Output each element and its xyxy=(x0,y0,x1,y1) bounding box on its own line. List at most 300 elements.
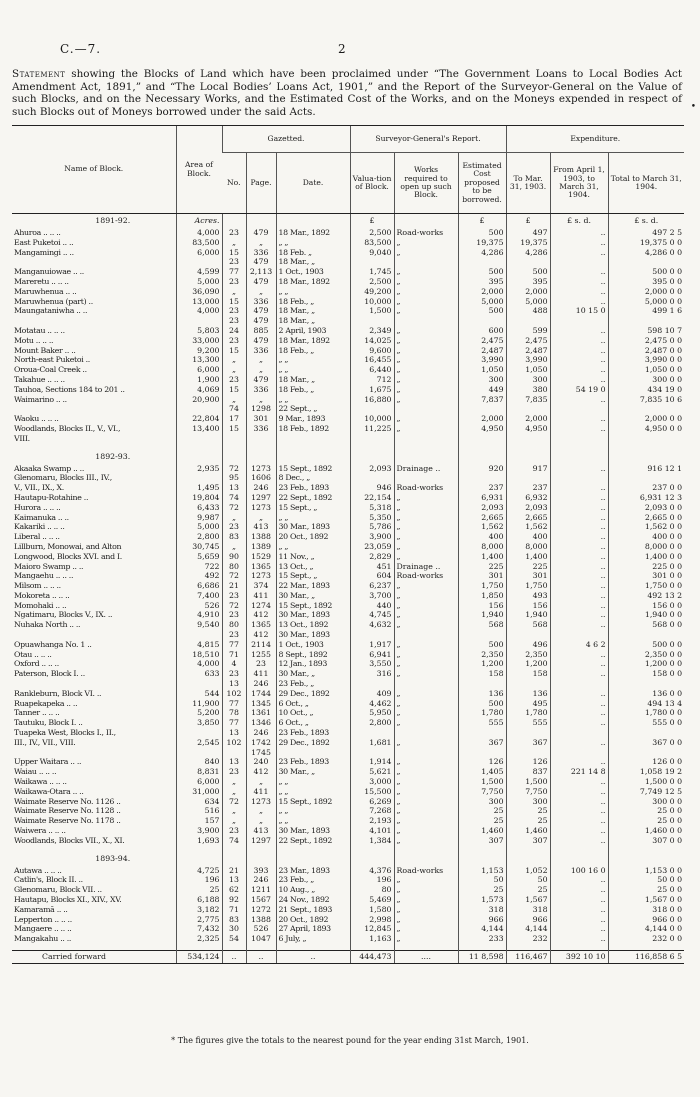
cell-val: 49,200 xyxy=(350,287,394,297)
cell-page: 393 xyxy=(246,866,276,876)
cell-name: Waikawa-Otara .. .. xyxy=(14,786,84,796)
table-row xyxy=(12,306,684,316)
table-row xyxy=(12,934,684,944)
cell-tot: 3,990 0 0 xyxy=(608,355,684,365)
cell-apr: .. xyxy=(550,326,608,336)
cell-no xyxy=(222,434,246,444)
cell-area xyxy=(176,257,222,267)
cell-works: „ xyxy=(394,915,458,925)
cell-date: 27 April, 1893 xyxy=(276,924,350,934)
cell-area: 6,188 xyxy=(176,895,222,905)
total-area: 534,124 xyxy=(176,950,222,963)
cell-mar: 8,000 xyxy=(506,542,550,552)
cell-date xyxy=(276,748,350,758)
cell-page: 2114 xyxy=(246,640,276,650)
cell-val: 3,700 xyxy=(350,591,394,601)
cell-mar: 2,487 xyxy=(506,346,550,356)
cell-apr: .. xyxy=(550,228,608,238)
cell-cost: 1,400 xyxy=(458,552,506,562)
cell-date: 12 Jan., 1893 xyxy=(276,659,350,669)
cell-no: 72 xyxy=(222,464,246,474)
cell-cost: 237 xyxy=(458,483,506,493)
cell-mar: 380 xyxy=(506,385,550,395)
cell-date: 30 Mar., 1893 xyxy=(276,522,350,532)
table-row xyxy=(12,669,684,679)
cell-area: 2,325 xyxy=(176,934,222,944)
cell-cost: 4,286 xyxy=(458,248,506,258)
cell-apr: .. xyxy=(550,787,608,797)
table-row xyxy=(12,434,684,444)
cell-name: Akaaka Swamp .. .. xyxy=(14,463,85,473)
cell-date: 13 Oct., „ xyxy=(276,562,350,572)
cell-name: Hurora .. .. .. xyxy=(14,502,61,512)
cell-date: 10 Oct., „ xyxy=(276,708,350,718)
table-row xyxy=(12,640,684,650)
cell-mar: 568 xyxy=(506,620,550,630)
cell-apr: .. xyxy=(550,610,608,620)
cell-area: 83,500 xyxy=(176,238,222,248)
cell-works: „ xyxy=(394,395,458,405)
table-row xyxy=(12,552,684,562)
cell-tot: 2,093 0 0 xyxy=(608,503,684,513)
cell-cost: 1,460 xyxy=(458,826,506,836)
cell-area: 4,815 xyxy=(176,640,222,650)
cell-area: 4,725 xyxy=(176,866,222,876)
cell-tot: 500 0 0 xyxy=(608,640,684,650)
cell-name: Hautapu, Blocks XI., XIV., XV. xyxy=(14,895,122,904)
cell-name: Waiau .. .. .. xyxy=(14,767,57,777)
cell-page: 526 xyxy=(246,924,276,934)
cell-name: Mangaehu .. .. .. xyxy=(14,571,74,581)
header-gazetted: Gazetted. xyxy=(222,126,350,153)
cell-mar: 19,375 xyxy=(506,238,550,248)
cell-tot: 8,000 0 0 xyxy=(608,542,684,552)
cell-no: 15 xyxy=(222,248,246,258)
cell-area: 1,495 xyxy=(176,483,222,493)
cell-name: Mangakahu .. .. xyxy=(14,934,72,944)
cell-cost: 920 xyxy=(458,464,506,474)
cell-apr: .. xyxy=(550,581,608,591)
cell-date: 9 Mar., 1893 xyxy=(276,414,350,424)
cell-cost: 1,405 xyxy=(458,767,506,777)
table-row xyxy=(12,581,684,591)
cell-works: „ xyxy=(394,659,458,669)
cell-no: 77 xyxy=(222,267,246,277)
cell-date: „ „ xyxy=(276,513,350,523)
cell-cost: 500 xyxy=(458,699,506,709)
cell-tot xyxy=(608,434,684,444)
cell-area: 526 xyxy=(176,601,222,611)
cell-page: 479 xyxy=(246,228,276,238)
cell-cost: 1,500 xyxy=(458,777,506,787)
cell-works: „ xyxy=(394,669,458,679)
cell-no: 72 xyxy=(222,571,246,581)
cell-no: „ xyxy=(222,787,246,797)
cell-works: „ xyxy=(394,287,458,297)
cell-name: Mareretu .. .. .. xyxy=(14,276,69,286)
cell-mar: 1,500 xyxy=(506,777,550,787)
cell-no: 15 xyxy=(222,385,246,395)
cell-apr: .. xyxy=(550,659,608,669)
cell-name: Ngatimaru, Blocks V., IX. .. xyxy=(14,610,113,620)
table-row xyxy=(12,522,684,532)
cell-date: 18 Mar., „ xyxy=(276,375,350,385)
cell-area: 4,000 xyxy=(176,228,222,238)
table-row xyxy=(12,404,684,414)
cell-page: „ xyxy=(246,777,276,787)
cell-apr: .. xyxy=(550,826,608,836)
cell-page: 411 xyxy=(246,591,276,601)
cell-no: 30 xyxy=(222,924,246,934)
cell-page: 1346 xyxy=(246,718,276,728)
cell-area: 19,804 xyxy=(176,493,222,503)
cell-mar: 1,940 xyxy=(506,610,550,620)
cell-page: 479 xyxy=(246,306,276,316)
cell-val: 604 xyxy=(350,571,394,581)
cell-apr: .. xyxy=(550,493,608,503)
cell-name xyxy=(12,257,176,267)
cell-no: 23 xyxy=(222,257,246,267)
cell-mar: 395 xyxy=(506,277,550,287)
cell-works: Drainage .. xyxy=(394,562,458,572)
cell-name: Paterson, Block I. .. xyxy=(14,669,85,679)
cell-date: 22 Sept., 1892 xyxy=(276,836,350,846)
cell-val: 196 xyxy=(350,875,394,885)
cell-mar: 300 xyxy=(506,375,550,385)
cell-area: 7,432 xyxy=(176,924,222,934)
cell-val: 4,745 xyxy=(350,610,394,620)
cell-no: 21 xyxy=(222,581,246,591)
cell-area: 18,510 xyxy=(176,650,222,660)
cell-date: 23 Feb., 1893 xyxy=(276,728,350,738)
table-row xyxy=(12,738,684,748)
cell-apr: .. xyxy=(550,797,608,807)
cell-no: 77 xyxy=(222,718,246,728)
cell-tot: 494 13 4 xyxy=(608,699,684,709)
cell-works: „ xyxy=(394,699,458,709)
cell-tot: 497 2 5 xyxy=(608,228,684,238)
cell-mar: 1,460 xyxy=(506,826,550,836)
cell-val: 2,998 xyxy=(350,915,394,925)
cell-name: Maruwhenua (part) .. xyxy=(14,296,93,306)
cell-val: 23,059 xyxy=(350,542,394,552)
cell-no: „ xyxy=(222,365,246,375)
cell-cost: 158 xyxy=(458,669,506,679)
cell-no: 23 xyxy=(222,375,246,385)
cell-cost xyxy=(458,257,506,267)
cell-no: 13 xyxy=(222,679,246,689)
cell-area: 722 xyxy=(176,562,222,572)
cell-name: Hautapu-Rotahine .. xyxy=(14,492,89,502)
cell-cost: 25 xyxy=(458,885,506,895)
cell-mar: 2,000 xyxy=(506,287,550,297)
cell-page: 1273 xyxy=(246,571,276,581)
cell-works: „ xyxy=(394,885,458,895)
cell-works xyxy=(394,257,458,267)
cell-area: 157 xyxy=(176,816,222,826)
cell-works: „ xyxy=(394,836,458,846)
cell-page: 1365 xyxy=(246,562,276,572)
cell-page: 1274 xyxy=(246,601,276,611)
cell-mar xyxy=(506,404,550,414)
cell-cost: 1,050 xyxy=(458,365,506,375)
cell-no: „ xyxy=(222,395,246,405)
cell-tot: 1,058 19 2 xyxy=(608,767,684,777)
header-no: No. xyxy=(222,153,246,214)
cell-area: 1,693 xyxy=(176,836,222,846)
cell-works: „ xyxy=(394,346,458,356)
cell-date: 30 Mar., 1893 xyxy=(276,826,350,836)
cell-works: „ xyxy=(394,297,458,307)
cell-works: „ xyxy=(394,905,458,915)
cell-val: 14,025 xyxy=(350,336,394,346)
cell-val xyxy=(350,728,394,738)
cell-no: 15 xyxy=(222,346,246,356)
cell-apr: .. xyxy=(550,757,608,767)
rows-1893 xyxy=(12,866,684,944)
cell-area: 6,433 xyxy=(176,503,222,513)
statement-text: showing the Blocks of Land which have been proclaimed under “The Government Loans to Local Bodies Act Amendment Act, 1891,” and “The Local Bodies’ Loans Act, 1901,” and the Report of the Surveyor-General on the Value of such Blocks, and on the Necessary Works, and the Estimated Cost of the Works, and on the Moneys expended in respect of such Blocks out of Moneys borrowed under the said Acts. xyxy=(12,68,682,118)
cell-area: 31,000 xyxy=(176,787,222,797)
cell-cost: 156 xyxy=(458,601,506,611)
cell-no: 24 xyxy=(222,326,246,336)
cell-mar: 237 xyxy=(506,483,550,493)
cell-tot xyxy=(608,630,684,640)
cell-cost: 7,837 xyxy=(458,395,506,405)
cell-no: 92 xyxy=(222,895,246,905)
cell-date: „ „ xyxy=(276,542,350,552)
cell-date: 29 Dec., 1892 xyxy=(276,689,350,699)
cell-works: „ xyxy=(394,326,458,336)
cell-date: „ „ xyxy=(276,787,350,797)
cell-apr: .. xyxy=(550,346,608,356)
table-row xyxy=(12,591,684,601)
cell-mar: 318 xyxy=(506,905,550,915)
cell-area: 840 xyxy=(176,757,222,767)
cell-name: Waiwera .. .. .. xyxy=(14,826,66,836)
footnote: * The figures give the totals to the nearest pound for the year ending 31st March, 1901. xyxy=(171,1036,529,1045)
cell-no: 13 xyxy=(222,757,246,767)
cell-apr: .. xyxy=(550,806,608,816)
cell-name: Momohaki .. .. xyxy=(14,600,67,610)
cell-mar: 7,835 xyxy=(506,395,550,405)
cell-mar: 3,990 xyxy=(506,355,550,365)
table-row xyxy=(12,816,684,826)
cell-date: 15 Sept., 1892 xyxy=(276,797,350,807)
cell-apr: .. xyxy=(550,924,608,934)
cell-works: „ xyxy=(394,503,458,513)
cell-date: 22 Mar., 1893 xyxy=(276,581,350,591)
cell-area: 6,686 xyxy=(176,581,222,591)
cell-apr: .. xyxy=(550,464,608,474)
cell-page: „ xyxy=(246,287,276,297)
cell-area: 9,540 xyxy=(176,620,222,630)
table-row xyxy=(12,238,684,248)
cell-val: 1,681 xyxy=(350,738,394,748)
section-label: 1892-93. xyxy=(95,451,131,461)
cell-val: 15,500 xyxy=(350,787,394,797)
cell-works: „ xyxy=(394,248,458,258)
cell-val xyxy=(350,434,394,444)
cell-mar: 156 xyxy=(506,601,550,611)
cell-page: 1567 xyxy=(246,895,276,905)
statement-lead: Statement xyxy=(12,68,66,80)
units-apr: £ s. d. xyxy=(550,214,608,229)
cell-no: „ xyxy=(222,355,246,365)
cell-page: „ xyxy=(246,816,276,826)
cell-tot: 1,750 0 0 xyxy=(608,581,684,591)
cell-mar: 493 xyxy=(506,591,550,601)
cell-apr xyxy=(550,404,608,414)
cell-mar: 50 xyxy=(506,875,550,885)
cell-apr: .. xyxy=(550,522,608,532)
cell-tot: 225 0 0 xyxy=(608,562,684,572)
cell-date: 8 Dec., „ xyxy=(276,473,350,483)
cell-val: 9,040 xyxy=(350,248,394,258)
cell-mar xyxy=(506,316,550,326)
cell-page: 1272 xyxy=(246,905,276,915)
table-row xyxy=(12,689,684,699)
cell-date: „ „ xyxy=(276,806,350,816)
cell-works xyxy=(394,748,458,758)
cell-tot: 6,931 12 3 xyxy=(608,493,684,503)
cell-no: „ xyxy=(222,806,246,816)
cell-apr: 221 14 8 xyxy=(550,767,608,777)
header-from-apr: From April 1, 1903, to March 31, 1904. xyxy=(550,153,608,214)
cell-val: 10,000 xyxy=(350,297,394,307)
cell-mar: 966 xyxy=(506,915,550,925)
cell-cost: 1,750 xyxy=(458,581,506,591)
total-page: .. xyxy=(246,950,276,963)
table-row xyxy=(12,424,684,434)
cell-no: 23 xyxy=(222,306,246,316)
cell-page: 479 xyxy=(246,277,276,287)
cell-date: „ „ xyxy=(276,238,350,248)
cell-cost: 25 xyxy=(458,806,506,816)
cell-name: Opuawhanga No. 1 .. xyxy=(14,639,92,649)
cell-cost: 1,153 xyxy=(458,866,506,876)
cell-no: 62 xyxy=(222,885,246,895)
cell-mar xyxy=(506,748,550,758)
cell-val: 451 xyxy=(350,562,394,572)
total-apr: 392 10 10 xyxy=(550,950,608,963)
cell-area: 4,000 xyxy=(176,306,222,316)
table-row xyxy=(12,895,684,905)
table-row xyxy=(12,728,684,738)
units-tot: £ s. d. xyxy=(608,214,684,229)
cell-area: 516 xyxy=(176,806,222,816)
table-row xyxy=(12,228,684,238)
cell-name: VIII. xyxy=(14,433,30,443)
cell-mar: 400 xyxy=(506,532,550,542)
cell-mar: 25 xyxy=(506,816,550,826)
cell-name: Otau .. .. .. xyxy=(14,649,52,659)
cell-works xyxy=(394,473,458,483)
table-row xyxy=(12,326,684,336)
table-row xyxy=(12,699,684,709)
cell-cost: 1,200 xyxy=(458,659,506,669)
cell-mar xyxy=(506,728,550,738)
table-row xyxy=(12,395,684,405)
cell-no: 23 xyxy=(222,610,246,620)
cell-tot: 395 0 0 xyxy=(608,277,684,287)
cell-works: „ xyxy=(394,934,458,944)
table-row xyxy=(12,385,684,395)
cell-mar: 126 xyxy=(506,757,550,767)
cell-date: 30 Mar., 1893 xyxy=(276,630,350,640)
cell-name: Waimarino .. .. xyxy=(14,394,67,404)
cell-tot: 156 0 0 xyxy=(608,601,684,611)
table-row xyxy=(12,679,684,689)
cell-area: 11,900 xyxy=(176,699,222,709)
cell-area: 4,599 xyxy=(176,267,222,277)
cell-works: „ xyxy=(394,620,458,630)
cell-works: Drainage .. xyxy=(394,464,458,474)
table-row xyxy=(12,365,684,375)
cell-area: 1,900 xyxy=(176,375,222,385)
cell-apr: .. xyxy=(550,483,608,493)
cell-cost: 500 xyxy=(458,640,506,650)
header-works: Works required to open up such Block. xyxy=(394,153,458,214)
cell-val: 409 xyxy=(350,689,394,699)
cell-date: 18 Feb. „ xyxy=(276,248,350,258)
total-mar: 116,467 xyxy=(506,950,550,963)
cell-cost: 2,000 xyxy=(458,287,506,297)
cell-works: „ xyxy=(394,738,458,748)
cell-cost: 1,850 xyxy=(458,591,506,601)
cell-no: „ xyxy=(222,816,246,826)
cell-no: 95 xyxy=(222,473,246,483)
cell-page: 1345 xyxy=(246,699,276,709)
table-row xyxy=(12,708,684,718)
cell-works: „ xyxy=(394,424,458,434)
cell-tot: 916 12 1 xyxy=(608,464,684,474)
cell-cost: 2,665 xyxy=(458,513,506,523)
table-row xyxy=(12,464,684,474)
cell-area xyxy=(176,473,222,483)
cell-works: „ xyxy=(394,601,458,611)
cell-apr: .. xyxy=(550,503,608,513)
cell-mar xyxy=(506,257,550,267)
cell-works: „ xyxy=(394,708,458,718)
table-row xyxy=(12,473,684,483)
cell-no: 78 xyxy=(222,708,246,718)
cell-page: 336 xyxy=(246,346,276,356)
cell-mar: 555 xyxy=(506,718,550,728)
cell-date: 11 Nov., „ xyxy=(276,552,350,562)
cell-page: 336 xyxy=(246,297,276,307)
cell-date: „ „ xyxy=(276,777,350,787)
cell-tot: 2,000 0 0 xyxy=(608,287,684,297)
cell-mar: 1,780 xyxy=(506,708,550,718)
cell-date: 6 Oct., „ xyxy=(276,699,350,709)
cell-name: Autawa .. .. .. xyxy=(14,865,62,875)
cell-mar: 4,144 xyxy=(506,924,550,934)
cell-apr: .. xyxy=(550,424,608,434)
cell-val: 1,580 xyxy=(350,905,394,915)
cell-mar: 6,932 xyxy=(506,493,550,503)
section-row-1893 xyxy=(12,852,684,866)
cell-cost xyxy=(458,679,506,689)
cell-works: Road-works xyxy=(394,483,458,493)
cell-date: „ „ xyxy=(276,816,350,826)
cell-cost: 1,940 xyxy=(458,610,506,620)
cell-date: 2 April, 1903 xyxy=(276,326,350,336)
cell-val: 22,154 xyxy=(350,493,394,503)
cell-no: 23 xyxy=(222,277,246,287)
cell-works: „ xyxy=(394,238,458,248)
cell-date: 30 Mar., „ xyxy=(276,767,350,777)
